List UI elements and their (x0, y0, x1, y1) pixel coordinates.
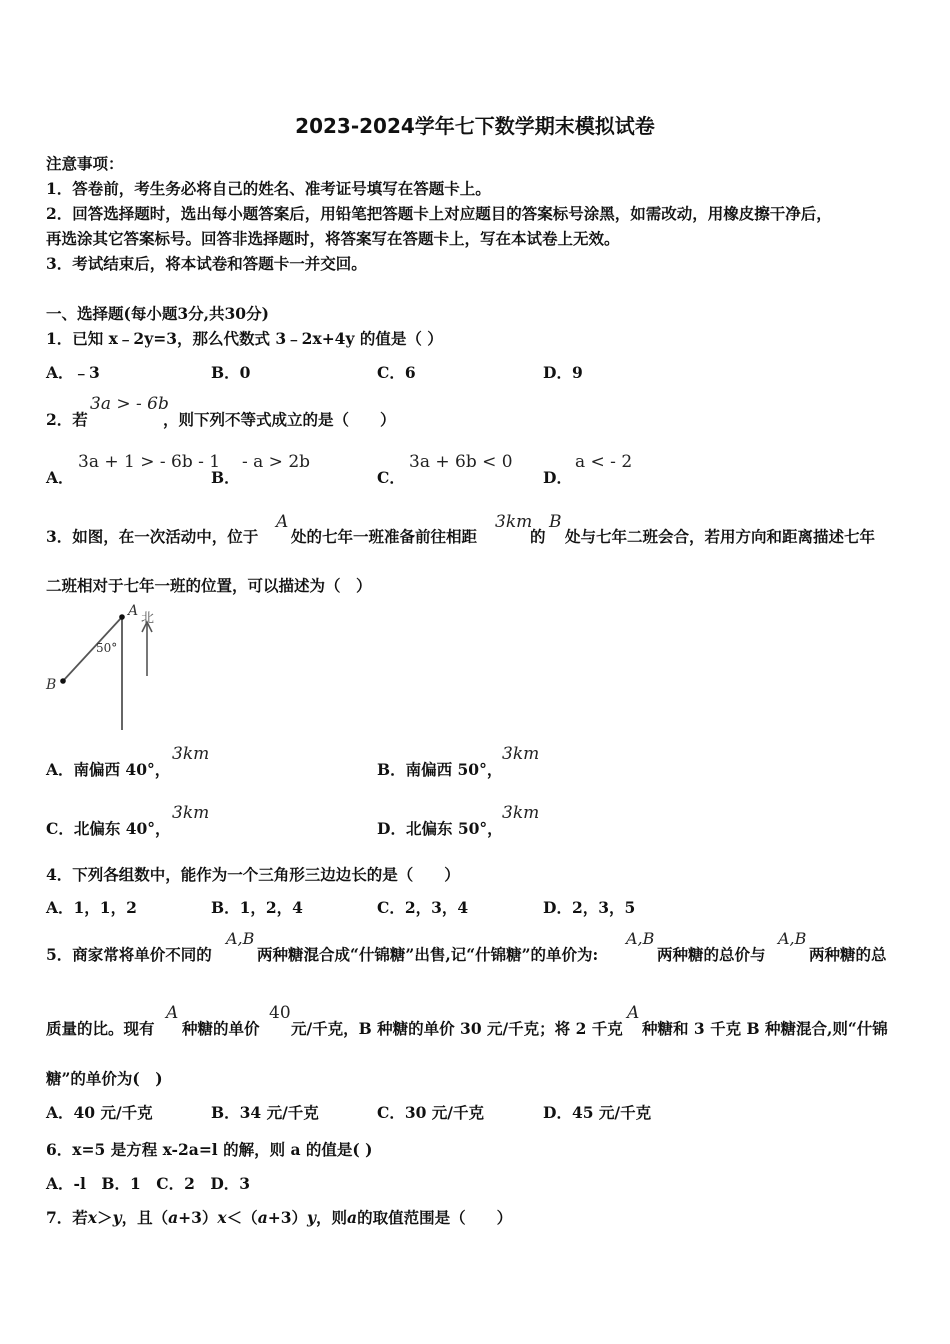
q5-math-ab-2: A,B (626, 929, 655, 948)
q4-option-c: C．2，3，4 (377, 898, 469, 917)
q3-point-b-math: B (549, 512, 562, 532)
q1-option-d: D．9 (543, 363, 583, 382)
q3-option-c-text: C．北偏东 40°， (46, 819, 171, 838)
point-a (119, 614, 125, 620)
question-5-line-3: 糖”的单价为( ) (46, 1069, 163, 1088)
q2-option-a-math: 3a + 1 > - 6b - 1 (78, 452, 221, 472)
q4-option-b: B．1，2，4 (211, 898, 303, 917)
q5-math-ab-1: A,B (226, 929, 255, 948)
q2-option-d-label: D． (543, 468, 572, 487)
q7-var-x: x (87, 1208, 98, 1227)
q5-math-ab-3: A,B (778, 929, 807, 948)
q5-option-b: B．34 元/千克 (211, 1103, 319, 1122)
page-title: 2023-2024学年七下数学期末模拟试卷 (295, 114, 655, 138)
question-3-part-4: 处与七年二班会合，若用方向和距离描述七年 (565, 527, 876, 546)
question-5-line-2c: 元/千克，B 种糖的单价 30 元/千克；将 2 千克 (291, 1019, 623, 1038)
question-2-prefix: 2．若 (46, 410, 88, 429)
q7-text-2: ＞ (97, 1208, 113, 1227)
question-5-part-2: 两种糖混合成“什锦糖”出售,记“什锦糖”的单价为: (257, 945, 599, 964)
q5-option-d: D．45 元/千克 (543, 1103, 652, 1122)
point-b (60, 678, 66, 684)
question-3-part-1: 3．如图，在一次活动中，位于 (46, 527, 259, 546)
figure-label-b: B (46, 677, 57, 693)
q1-option-a: A．﹣3 (46, 363, 100, 382)
q3-option-c-math: 3km (172, 803, 210, 823)
q4-option-d: D．2，3，5 (543, 898, 636, 917)
q3-direction-figure (40, 600, 180, 735)
q7-var-x-2: x (217, 1208, 227, 1227)
question-5-part-3: 两种糖的总价与 (657, 945, 766, 964)
notice-item-2: 2．回答选择题时，选出每小题答案后，用铅笔把答题卡上对应题目的答案标号涂黑，如需改动，用橡皮擦干净后， (46, 204, 832, 223)
question-3-line-2: 二班相对于七年一班的位置，可以描述为（ ） (46, 576, 372, 595)
figure-label-angle: 50° (96, 641, 118, 655)
q2-option-b-label: B． (211, 468, 240, 487)
q7-var-a-1: a (168, 1208, 179, 1227)
q7-var-a-3: a (347, 1208, 358, 1227)
q3-option-a-math: 3km (172, 744, 210, 764)
question-7-stem (46, 1206, 512, 1228)
q5-option-a: A．40 元/千克 (46, 1103, 153, 1122)
notice-item-1: 1．答卷前，考生务必将自己的姓名、准考证号填写在答题卡上。 (46, 179, 491, 198)
question-5-line-2a: 质量的比。现有 (46, 1019, 155, 1038)
q2-option-c-label: C． (377, 468, 405, 487)
notice-item-3: 3．考试结束后，将本试卷和答题卡一并交回。 (46, 254, 367, 273)
question-5-part-4: 两种糖的总 (809, 945, 887, 964)
notice-item-2-cont: 再选涂其它答案标号。回答非选择题时，将答案写在答题卡上，写在本试卷上无效。 (46, 229, 620, 248)
q2-option-a-label: A． (46, 468, 74, 487)
question-5-line-2d: 种糖和 3 千克 B 种糖混合,则“什锦 (642, 1019, 888, 1038)
q7-text-6: +3） (267, 1208, 308, 1227)
q3-option-b-math: 3km (502, 744, 540, 764)
q2-option-c-math: 3a + 6b < 0 (409, 452, 513, 472)
question-2-suffix: ，则下列不等式成立的是（ ） (163, 410, 396, 429)
q1-option-b: B．0 (211, 363, 251, 382)
q5-math-a-2: A (627, 1003, 640, 1023)
section-heading: 一、选择题(每小题3分,共30分) (46, 304, 269, 323)
q7-text-5: ＜（ (226, 1208, 258, 1227)
q3-option-a-text: A．南偏西 40°， (46, 760, 171, 779)
question-5-line-2b: 种糖的单价 (182, 1019, 260, 1038)
q7-var-y: y (112, 1208, 122, 1227)
q7-text-4: +3） (178, 1208, 218, 1227)
q2-option-b-math: - a > 2b (242, 452, 311, 472)
q3-distance-math: 3km (495, 512, 533, 532)
q5-math-price: 40 (269, 1003, 291, 1023)
q1-option-c: C．6 (377, 363, 416, 382)
q7-var-a-2: a (257, 1208, 268, 1227)
q3-option-d-math: 3km (502, 803, 540, 823)
question-4-stem: 4．下列各组数中，能作为一个三角形三边边长的是（ ） (46, 865, 460, 884)
q5-math-a-1: A (166, 1003, 179, 1023)
q4-option-a: A．1，1，2 (46, 898, 137, 917)
q7-var-y-2: y (307, 1208, 317, 1227)
question-6-stem: 6．x=5 是方程 x-2a=l 的解，则 a 的值是( ) (46, 1140, 373, 1159)
q7-text-3: ，且（ (121, 1208, 169, 1227)
notice-heading: 注意事项： (46, 154, 124, 173)
q3-point-a-math: A (276, 512, 289, 532)
q7-text-7: ，则 (316, 1208, 348, 1227)
q6-options: A．-l B．1 C．2 D．3 (46, 1174, 251, 1193)
figure-label-north: 北 (141, 611, 155, 626)
q5-option-c: C．30 元/千克 (377, 1103, 484, 1122)
q2-condition-math: 3a > - 6b (90, 394, 169, 414)
q7-text-1: 7．若 (46, 1208, 88, 1227)
q3-option-d-text: D．北偏东 50°， (377, 819, 503, 838)
figure-label-a: A (128, 603, 139, 619)
q2-option-d-math: a < - 2 (575, 452, 633, 472)
question-3-part-2: 处的七年一班准备前往相距 (291, 527, 478, 546)
question-5-part-1: 5．商家常将单价不同的 (46, 945, 212, 964)
q7-text-8: 的取值范围是（ ） (357, 1208, 513, 1227)
question-1-stem: 1．已知 x﹣2y=3，那么代数式 3﹣2x+4y 的值是（ ） (46, 329, 443, 348)
question-3-part-3: 的 (530, 527, 546, 546)
q3-option-b-text: B．南偏西 50°， (377, 760, 503, 779)
